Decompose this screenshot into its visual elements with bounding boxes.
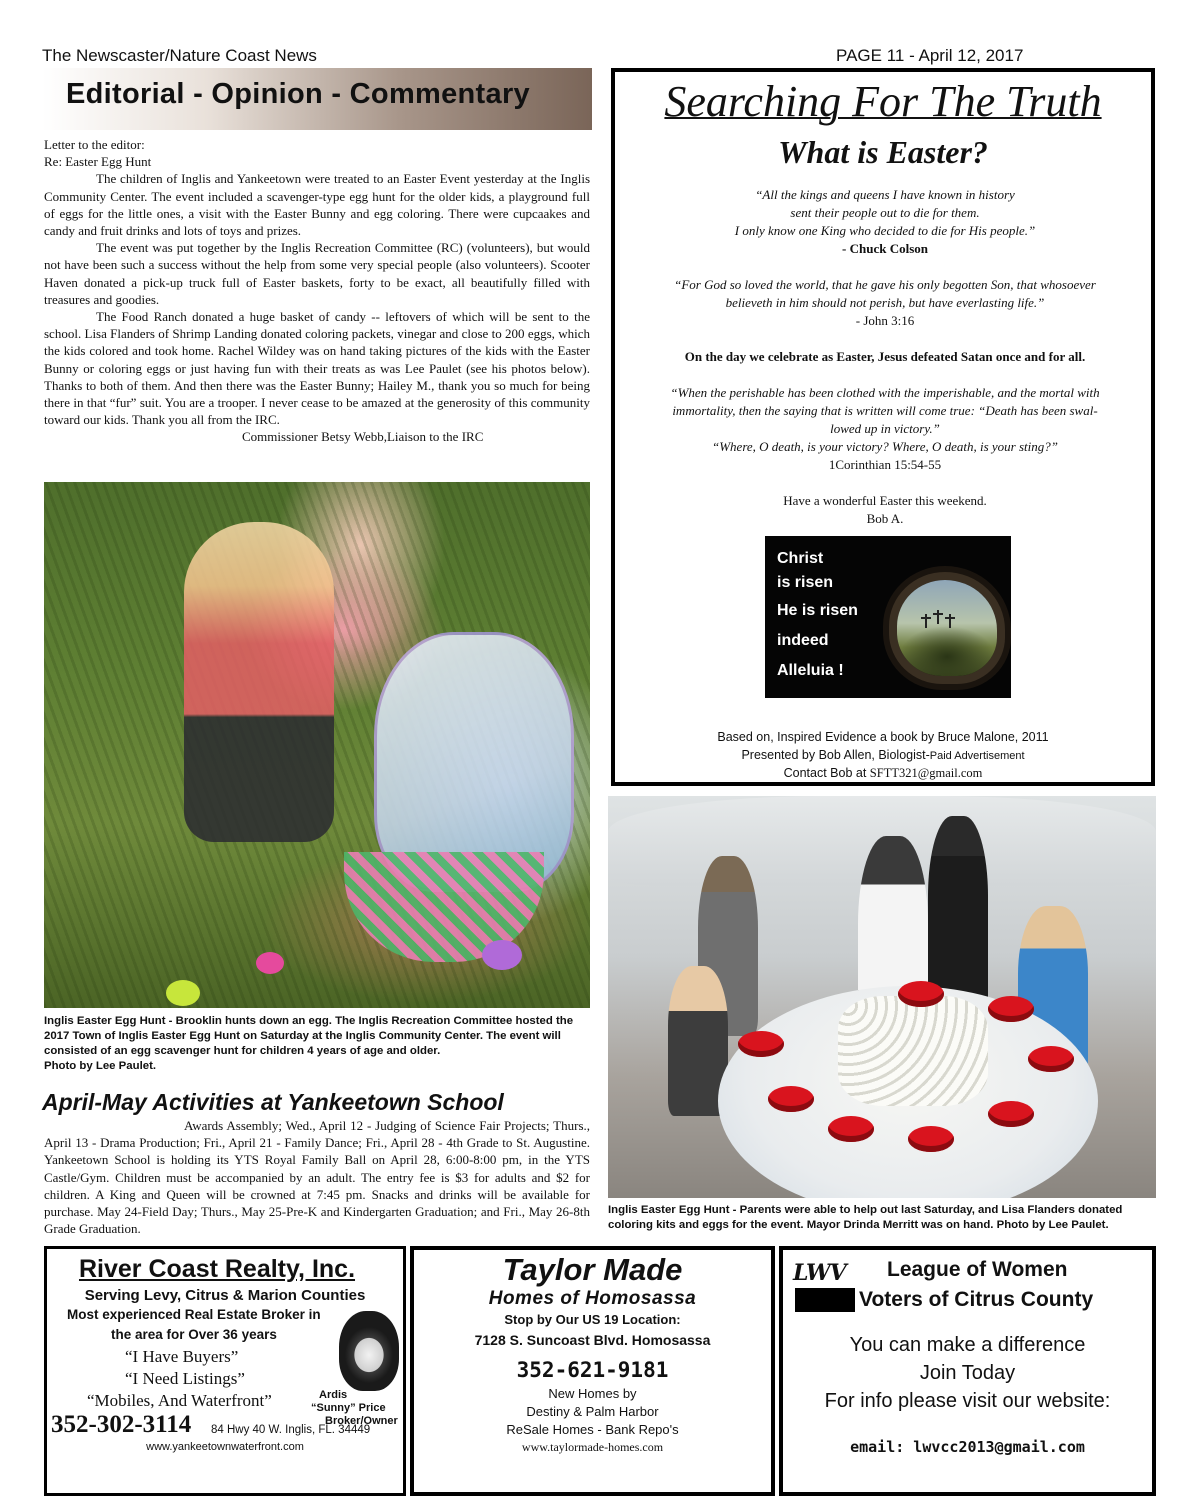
ad-title: League of Women: [887, 1258, 1068, 1281]
ad-quote: “Mobiles, And Waterfront”: [87, 1391, 272, 1410]
truth-title: Searching For The Truth: [664, 77, 1102, 126]
letter-signature: Commissioner Betsy Webb,Liaison to the IRC: [242, 429, 484, 445]
ad-line: For info please visit our website:: [824, 1390, 1111, 1412]
broker-name: Ardis: [319, 1389, 348, 1401]
page-number-date: PAGE 11 - April 12, 2017: [836, 46, 1024, 65]
ad-credit: Based on, Inspired Evidence a book by Bruce Malone, 2011: [717, 730, 1049, 744]
tomb-opening: [897, 580, 997, 676]
contact-email: SFTT321@gmail.com: [869, 766, 983, 780]
closing-message: Have a wonderful Easter this weekend.: [783, 493, 987, 508]
ad-line: You can make a difference: [849, 1334, 1086, 1356]
caption-text: Inglis Easter Egg Hunt - Brooklin hunts down an egg. The Inglis Recreation Committee hosted the 2017 Town of Inglis Easter Egg Hunt on Saturday at the Inglis Community Center. The event will consisted of an egg scavenger hunt for children 4 years of age and older.: [44, 1015, 574, 1057]
quote-line: “For God so loved the world, that he gave his only begotten Son, that whosoever: [674, 277, 1096, 292]
egg-hunt-photo: [44, 482, 590, 1008]
truth-subtitle: What is Easter?: [778, 134, 988, 170]
ad-line: the area for Over 36 years: [111, 1327, 277, 1342]
egg-cartons: [838, 996, 988, 1106]
quote-line: lowed up in victory.”: [830, 421, 940, 436]
publication-name: The Newscaster/Nature Coast News: [42, 46, 317, 65]
logo-text: LWV: [793, 1260, 846, 1286]
quote-john: [635, 276, 1135, 312]
ad-line: Stop by Our US 19 Location:: [504, 1312, 681, 1327]
ad-website: www.taylormade-homes.com: [521, 1440, 664, 1454]
ad-line: Destiny & Palm Harbor: [526, 1404, 659, 1419]
image-text: is risen: [777, 574, 834, 591]
quote-line: I only know one King who decided to die for His people.”: [734, 223, 1036, 238]
dye-bowl: [898, 981, 944, 1007]
ad-credit: [615, 748, 1151, 762]
ad-title: Taylor Made: [502, 1252, 683, 1287]
letter-salutation: Letter to the editor:: [44, 137, 145, 152]
quote-line: “Where, O death, is your victory? Where, O death, is your sting?”: [711, 439, 1059, 454]
quote-line: sent their people out to die for them.: [790, 205, 980, 220]
photo-caption: [44, 1014, 592, 1074]
lwv-logo: [793, 1258, 857, 1314]
article-body: Awards Assembly; Wed., April 12 - Judging of Science Fair Projects; Thurs., April 13 - Drama Production; Fri., April 21 - Family Dance; Fri., April 28 - 4th Grade to St. Augustine. Yankeetown School is holding its YTS Royal Family Ball on April 28, 6:00-8:00 pm, in the YTS Castle/Gym. Children must be accompanied by an adult. The entry fee is $3 for adults and $2 for children. A King and Queen will be crowned at 7:45 pm. Snacks and drinks will be available for purchase. May 24-Field Day; Thurs., May 25-Pre-K and Kindergarten Graduation; and Fri., May 26-8th Grade Graduation.: [44, 1118, 590, 1237]
searching-truth-box: [611, 68, 1155, 786]
ad-line: Join Today: [919, 1362, 1016, 1384]
image-text: He is risen: [777, 602, 858, 619]
ad-quote: “I Have Buyers”: [125, 1347, 239, 1366]
river-coast-realty-ad: [44, 1246, 406, 1496]
league-women-voters-ad: [779, 1246, 1156, 1496]
easter-egg: [166, 980, 200, 1006]
contact-label: Contact Bob at: [783, 766, 870, 780]
ad-phone: 352-302-3114: [51, 1411, 192, 1438]
dye-bowl: [908, 1126, 954, 1152]
letter-paragraph: The children of Inglis and Yankeetown were treated to an Easter Event yesterday at the Inglis Community Center. The event included a scavenger-type egg hunt for the older kids, a playground full of eggs for the little ones, a visit with the Easter Bunny and egg coloring. There were cupcaakes and candy and fruit drinks and lots of toys and prizes.: [44, 171, 590, 239]
ad-contact: [615, 766, 1151, 781]
image-text: Christ: [777, 550, 824, 567]
ad-address: 84 Hwy 40 W. Inglis, FL. 34449: [211, 1424, 371, 1436]
ad-line: ReSale Homes - Bank Repo's: [506, 1422, 679, 1437]
quote-colson: [635, 186, 1135, 240]
quote-line: immortality, then the saying that is written will come true: “Death has been swal-: [672, 403, 1098, 418]
dye-bowl: [828, 1116, 874, 1142]
ad-email: email: lwvcc2013@gmail.com: [850, 1438, 1085, 1456]
quote-reference: 1Corinthian 15:54-55: [828, 457, 942, 472]
paid-ad-label: Paid Advertisement: [929, 750, 1025, 762]
broker-title: Broker/Owner: [325, 1415, 398, 1427]
quote-line: believeth in him should not perish, but have everlasting life.”: [725, 295, 1045, 310]
image-text: indeed: [777, 632, 829, 649]
quote-reference: - John 3:16: [855, 313, 915, 328]
ad-phone: 352-621-9181: [516, 1358, 669, 1382]
child-figure: [184, 522, 334, 842]
ad-title: River Coast Realty, Inc.: [78, 1255, 356, 1283]
ad-website: www.yankeetownwaterfront.com: [146, 1441, 304, 1453]
ad-address: 7128 S. Suncoast Blvd. Homosassa: [474, 1332, 711, 1348]
image-text: Alleluia !: [777, 662, 844, 679]
easter-statement: On the day we celebrate as Easter, Jesus defeated Satan once and for all.: [684, 349, 1086, 364]
letter-paragraph: The Food Ranch donated a huge basket of candy -- leftovers of which will be sent to the school. Lisa Flanders of Shrimp Landing donated coloring packets, vinegar and close to 200 eggs, which the kids colored and took home. Rachel Wildey was on hand taking pictures of the kids with the Easter Bunny or coloring eggs or just having fun with their treats as was Lee Paulet (see his photos below). Thanks to both of them. And then there was the Easter Bunny; Hailey M., thank you so much for being there in that “fur” suit. You are a trooper. I never cease to be amazed at the generosity of this community toward our kids. Thank you all from the IRC.: [44, 309, 590, 428]
quote-corinthians: [635, 384, 1135, 456]
ad-title: Voters of Citrus County: [859, 1288, 1094, 1311]
photo-credit: Photo by Lee Paulet.: [44, 1060, 157, 1072]
broker-name: “Sunny” Price: [311, 1402, 386, 1414]
easter-egg: [482, 940, 522, 970]
quote-author: - Chuck Colson: [842, 241, 928, 256]
photo-caption: Inglis Easter Egg Hunt - Parents were able to help out last Saturday, and Lisa Flanders donated coloring kits and eggs for the event. Mayor Drinda Merritt was on hand. Photo by Lee Paulet.: [608, 1204, 1123, 1231]
cross-icon: [949, 614, 951, 628]
quote-line: “All the kings and queens I have known in history: [755, 187, 1015, 202]
taylor-made-ad: [410, 1246, 775, 1496]
letter-subject: Re: Easter Egg Hunt: [44, 154, 152, 170]
christ-risen-image: [765, 536, 1011, 698]
egg-coloring-photo: [608, 796, 1156, 1198]
ad-quote: “I Need Listings”: [125, 1369, 245, 1388]
ad-subtitle: Homes of Homosassa: [488, 1288, 697, 1309]
ad-line: Most experienced Real Estate Broker in: [67, 1307, 321, 1322]
presenter: Presented by Bob Allen, Biologist-: [741, 748, 930, 762]
ad-line: New Homes by: [548, 1386, 637, 1401]
cross-icon: [937, 610, 939, 624]
closing-signature: Bob A.: [866, 511, 904, 526]
dye-bowl: [768, 1086, 814, 1112]
dye-bowl: [738, 1031, 784, 1057]
dye-bowl: [988, 1101, 1034, 1127]
cross-icon: [925, 614, 927, 628]
letter-to-editor: [44, 136, 590, 446]
editorial-banner: Editorial - Opinion - Commentary: [42, 68, 592, 130]
dye-bowl: [988, 996, 1034, 1022]
article-heading: April-May Activities at Yankeetown School: [42, 1089, 504, 1115]
letter-paragraph: The event was put together by the Inglis Recreation Committee (RC) (volunteers), but would not have been such a success without the help from some very special people (also volunteers). Scooter Haven donated a pick-up truck full of Easter baskets, forty to be exact, all beautifully filled with treasures and goodies.: [44, 240, 590, 307]
broker-portrait: [339, 1311, 399, 1391]
quote-line: “When the perishable has been clothed with the imperishable, and the mortal with: [670, 385, 1100, 400]
ad-subtitle: Serving Levy, Citrus & Marion Counties: [84, 1287, 366, 1304]
dye-bowl: [1028, 1046, 1074, 1072]
easter-egg: [256, 952, 284, 974]
